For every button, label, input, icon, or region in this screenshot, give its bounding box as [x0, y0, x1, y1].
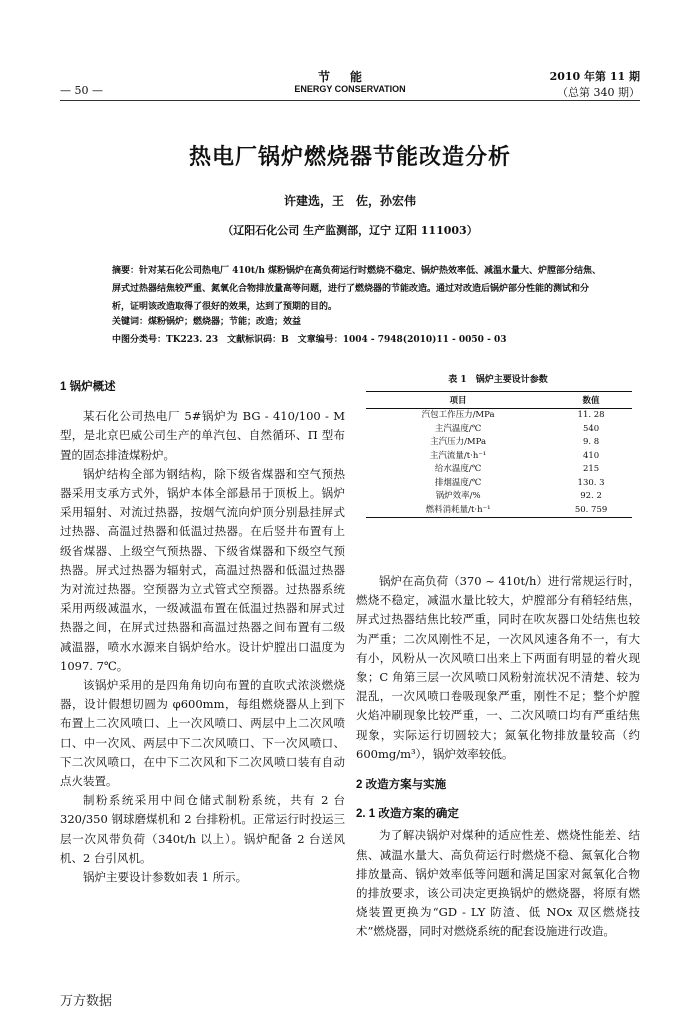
paper-title: 热电厂锅炉燃烧器节能改造分析	[188, 144, 511, 170]
paragraph: 锅炉在高负荷（370 ~ 410t/h）进行常规运行时，燃烧不稳定，减温水量比较大，炉膛部分有稍轻结焦，屏式过热器结焦比较严重，同时在吹灰器口处结焦也较为严重；二次风刚性不足，一次风风速各角不一，有大有小，风粉从一次风喷口出来上下两面有明显的着火现象；C 角第三层一次风喷口风粉射流状况不清楚、较为混乱，一次风喷口卷吸现象严重，刚性不足；整个炉膛火焰冲刷现象比较严重，一、二次风喷口均有严重结焦现象，实际运行切圆较大；氮氧化物排放量较高（约600mg/m³），锅炉效率较低。	[356, 574, 640, 761]
param-name: 排烟温度/℃	[434, 477, 482, 488]
table-row	[366, 477, 632, 491]
table-1	[366, 391, 632, 518]
table-row	[366, 490, 632, 504]
param-value: 50. 759	[550, 504, 632, 518]
table-row	[366, 423, 632, 437]
left-column	[60, 378, 345, 887]
right-column	[356, 572, 640, 942]
authors: 许建选，王 佐，孙宏伟	[283, 194, 416, 208]
page-number: — 50 —	[60, 84, 103, 97]
param-value: 11. 28	[577, 410, 605, 420]
table-header: 项目	[366, 392, 550, 409]
paragraph: 锅炉结构全部为钢结构，除下级省煤器和空气预热器采用支承方式外，锅炉本体全部悬吊于顶板上。锅炉采用辐射、对流过热器，按烟气流向炉顶分别悬挂屏式过热器、高温过热器和低温过热器。在后竖井布置有上级省煤器、上级空气预热器、下级省煤器和下级空气预热器。屏式过热器为辐射式，高温过热器和低温过热器为对流过热器。空预器为立式管式空预器。过热器系统采用两级减温水，一级减温布置在低温过热器和屏式过热器之间，在屏式过热器和高温过热器之间布置有二级减温器，喷水水源来自锅炉给水。设计炉膛出口温度为 1097. 7℃。	[60, 466, 345, 673]
paragraph: 该锅炉采用的是四角角切向布置的直吹式浓淡燃烧器，设计假想切圆为 φ600mm，每组燃烧器从上到下布置上二次风喷口、上一次风喷口、两层中上二次风喷口、中一次风、两层中下二次风喷口、下一次风喷口、下二次风喷口，在中下二次风和下二次风喷口装有自动点火装置。	[60, 678, 345, 789]
param-name: 汽包工作压力/MPa	[421, 410, 495, 420]
param-name: 主汽压力/MPa	[430, 437, 487, 447]
section-2-heading: 2 改造方案与实施	[356, 779, 447, 792]
section-1-heading: 1 锅炉概述	[60, 381, 116, 393]
table-row	[366, 409, 632, 423]
param-name: 锅炉效率/%	[435, 491, 481, 501]
paragraph: 为了解决锅炉对煤种的适应性差、燃烧性能差、结焦、减温水量大、高负荷运行时燃烧不稳、氮氧化合物排放量高、锅炉效率低等问题和满足国家对氮氧化合物的排放要求，该公司决定更换锅炉的燃烧器，将原有燃烧装置更换为“GD - LY 防渣、低 NOx 双区燃烧技术”燃烧器，同时对燃烧系统的配套设施进行改造。	[356, 828, 640, 939]
affiliation: （辽阳石化公司 生产监测部，辽宁 辽阳 111003）	[222, 224, 478, 237]
keywords: 关键词：煤粉锅炉；燃烧器；节能；改造；效益	[112, 317, 302, 327]
watermark: 万方数据	[60, 994, 113, 1009]
param-name: 主汽流量/t·h⁻¹	[429, 450, 487, 461]
param-value: 410	[582, 450, 600, 461]
param-name: 燃料消耗量/t·h⁻¹	[366, 504, 550, 518]
header-rule	[60, 100, 640, 101]
param-value: 130. 3	[577, 477, 605, 488]
param-value: 215	[582, 464, 600, 474]
param-name: 给水温度/℃	[434, 464, 482, 474]
table-header: 数值	[550, 392, 632, 409]
table-row	[366, 463, 632, 477]
param-value: 9. 8	[582, 437, 600, 447]
abstract: 摘要：针对某石化公司热电厂 410t/h 煤粉锅炉在高负荷运行时燃烧不稳定、锅炉热效率低、减温水量大、炉膛部分结焦、屏式过热器结焦较严重、氮氧化合物排放量高等问题，进行了燃烧器的节能改造。通过对改造后锅炉部分性能的测试和分析，证明该改造取得了很好的效果，达到了预期的目的。	[112, 266, 602, 312]
table-row	[366, 436, 632, 450]
classification-info: 中图分类号：TK223. 23 文献标识码：B 文章编号：1004 - 7948(2010)11 - 0050 - 03	[112, 335, 507, 345]
table-1-title: 表 1 锅炉主要设计参数	[448, 375, 548, 385]
paragraph: 制粉系统采用中间仓储式制粉系统，共有 2 台 320/350 钢球磨煤机和 2 台排粉机。正常运行时投运三层一次风带负荷（340t/h 以上）。锅炉配备 2 台送风机、2 台引风机。	[60, 793, 345, 865]
param-name: 主汽温度/℃	[434, 423, 482, 434]
subsection-2-1-heading: 2. 1 改造方案的确定	[356, 808, 459, 821]
paragraph: 某石化公司热电厂 5#锅炉为 BG - 410/100 - M 型，是北京巴威公司生产的单汽包、自然循环、Π 型布置的固态排渣煤粉炉。	[60, 409, 345, 462]
journal-name-en: ENERGY CONSERVATION	[294, 84, 406, 94]
paragraph: 锅炉主要设计参数如表 1 所示。	[83, 870, 248, 885]
table-row	[366, 450, 632, 464]
issue-number: 2010 年第 11 期	[549, 70, 640, 83]
param-value: 92. 2	[580, 491, 602, 501]
param-value: 540	[582, 423, 600, 434]
table-row	[366, 504, 632, 518]
journal-name-cn: 节能	[317, 70, 382, 84]
total-issue-number: （总第 340 期）	[557, 86, 640, 99]
